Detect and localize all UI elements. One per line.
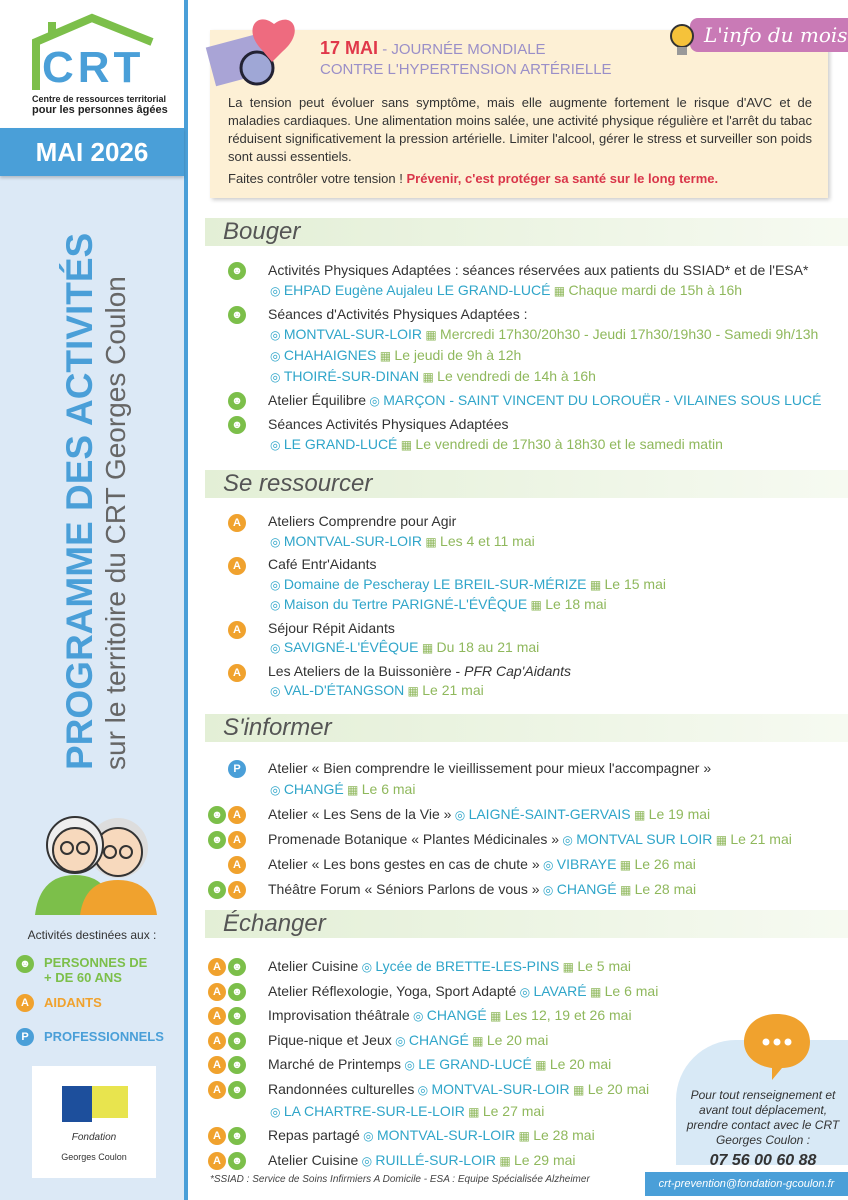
aidant-badge-icon: A — [228, 557, 246, 575]
activity-location: MONTVAL-SUR-LOIR — [283, 326, 423, 342]
calendar-icon: ▦ — [550, 284, 569, 298]
activity-date: Le 20 mai — [587, 1080, 650, 1097]
location-pin-icon: ◎ — [359, 1129, 377, 1144]
month-label: MAI 2026 — [0, 128, 184, 176]
calendar-icon: ▦ — [419, 370, 438, 384]
activity-title: Théâtre Forum « Séniors Parlons de vous » — [268, 881, 540, 897]
info-du-mois-tag: L'info du mois — [690, 18, 848, 52]
activity-date: Le 20 mai — [486, 1031, 549, 1048]
activity-location: Maison du Tertre PARIGNÉ-L'ÉVÊQUE — [283, 596, 528, 612]
location-pin-icon: ◎ — [391, 1033, 409, 1048]
logo-line2: pour les personnes âgées — [32, 104, 168, 116]
activity-title: Promenade Botanique « Plantes Médicinales » — [268, 831, 560, 847]
location-pin-icon: ◎ — [358, 960, 376, 974]
activity-item — [206, 662, 846, 702]
calendar-icon: ▦ — [376, 349, 395, 363]
aidant-badge-icon: A — [228, 856, 246, 874]
activity-title: Atelier Équilibre — [268, 392, 367, 408]
senior-badge-icon: ☻ — [228, 262, 246, 280]
activity-item — [206, 758, 846, 801]
info-title-line2: CONTRE L'HYPERTENSION ARTÉRIELLE — [320, 61, 612, 78]
activity-location: CHANGÉ — [556, 881, 617, 897]
activity-location: RUILLÉ-SUR-LOIR — [375, 1151, 496, 1168]
legend-label: PERSONNES DE — [44, 955, 148, 970]
calendar-icon: ▦ — [527, 598, 546, 612]
calendar-icon: ▦ — [616, 858, 635, 872]
calendar-icon: ▦ — [422, 534, 441, 549]
aidant-badge-icon: A — [228, 514, 246, 532]
calendar-icon: ▦ — [586, 577, 605, 592]
activity-location: THOIRÉ-SUR-DINAN — [283, 368, 420, 384]
senior-badge-icon: ☻ — [228, 958, 246, 976]
aidant-badge-icon: A — [228, 881, 246, 899]
activity-location: Lycée de BRETTE-LES-PINS — [375, 958, 560, 974]
activity-date: Le 26 mai — [634, 856, 696, 872]
activity-title: Séances Activités Physiques Adaptées — [268, 416, 509, 432]
legend-aidants — [16, 994, 102, 1012]
activity-date: Le 28 mai — [533, 1127, 595, 1144]
location-pin-icon: ◎ — [358, 1153, 376, 1168]
activity-location: LAIGNÉ-SAINT-GERVAIS — [468, 806, 631, 822]
aidant-badge-icon: A — [228, 806, 246, 824]
activity-date: Le 6 mai — [604, 982, 659, 999]
fondation-logo — [32, 1066, 156, 1178]
location-pin-icon: ◎ — [270, 370, 284, 384]
aidant-badge-icon: A — [208, 1152, 226, 1170]
activity-item — [206, 619, 846, 659]
activity-title: Atelier Réflexologie, Yoga, Sport Adapté — [268, 982, 517, 999]
calendar-icon: ▦ — [496, 1153, 515, 1168]
senior-badge-icon: ☻ — [228, 1032, 246, 1050]
activity-date: Le 15 mai — [604, 575, 666, 592]
person-icon: ☻ — [16, 955, 34, 973]
activity-item — [206, 304, 846, 387]
activity-title: Atelier « Bien comprendre le vieillissement pour mieux l'accompagner » — [268, 760, 712, 776]
crt-logo — [0, 0, 184, 128]
calendar-icon: ▦ — [404, 684, 423, 698]
location-pin-icon: ◎ — [516, 984, 534, 999]
activity-location: MONTVAL SUR LOIR — [576, 831, 713, 847]
legend-label: + DE 60 ANS — [44, 970, 122, 985]
professional-badge-icon: P — [228, 760, 246, 778]
logo-line1: Centre de ressources territorial — [32, 94, 167, 104]
location-pin-icon: ◎ — [270, 684, 284, 698]
location-pin-icon: ◎ — [270, 577, 284, 592]
calendar-icon: ▦ — [559, 960, 578, 974]
calendar-icon: ▦ — [630, 808, 649, 822]
activity-location: LE GRAND-LUCÉ — [418, 1056, 532, 1073]
info-cta-highlight: Prévenir, c'est protéger sa santé sur le long terme. — [406, 171, 719, 186]
senior-badge-icon: ☻ — [228, 1152, 246, 1170]
location-pin-icon: ◎ — [451, 808, 469, 822]
senior-badge-icon: ☻ — [228, 1081, 246, 1099]
calendar-icon: ▦ — [586, 984, 605, 999]
activity-date: Le 21 mai — [422, 682, 484, 698]
activity-location: LA CHARTRE-SUR-LE-LOIR — [283, 1102, 465, 1119]
location-pin-icon: ◎ — [539, 858, 557, 872]
aidant-badge-icon: A — [228, 831, 246, 849]
location-pin-icon: ◎ — [270, 349, 284, 363]
activity-item — [206, 981, 846, 1003]
legend-label: PROFESSIONNELS — [44, 1029, 164, 1044]
legend-professionnels — [16, 1028, 164, 1046]
activity-location: CHANGÉ — [283, 781, 344, 797]
calendar-icon: ▦ — [422, 328, 441, 342]
activity-title: Atelier « Les bons gestes en cas de chute » — [268, 856, 540, 872]
legend-title: Activités destinées aux : — [27, 928, 157, 942]
location-pin-icon: ◎ — [366, 394, 384, 408]
aidant-badge-icon: A — [208, 1056, 226, 1074]
aidant-badge-icon: A — [208, 1032, 226, 1050]
activity-item — [206, 879, 846, 901]
activity-date: Chaque mardi de 15h à 16h — [568, 282, 743, 298]
info-title — [320, 38, 612, 80]
activity-date: Le 19 mai — [648, 806, 711, 822]
info-cta: Faites contrôler votre tension ! — [228, 171, 407, 186]
activity-item — [206, 804, 846, 826]
section-header: S'informer — [205, 714, 848, 742]
location-pin-icon: ◎ — [270, 284, 284, 298]
info-body — [228, 94, 812, 192]
contact-phone[interactable]: 07 56 00 60 88 — [709, 1152, 817, 1169]
aidant-badge-icon: A — [208, 1081, 226, 1099]
activity-list — [206, 260, 846, 458]
calendar-icon: ▦ — [418, 641, 437, 655]
activity-date: Les 4 et 11 mai — [440, 532, 535, 549]
lightbulb-icon — [664, 14, 700, 64]
activity-item — [206, 512, 846, 552]
calendar-icon: ▦ — [468, 1033, 487, 1048]
activity-location: MONTVAL-SUR-LOIR — [376, 1127, 516, 1144]
activity-item — [206, 390, 846, 411]
activity-title: Activités Physiques Adaptées : séances réservées aux patients du SSIAD* et de l'ESA* — [268, 262, 809, 278]
location-pin-icon: ◎ — [270, 641, 284, 655]
heart-blood-pressure-icon — [202, 10, 312, 90]
aidant-badge-icon: A — [208, 958, 226, 976]
activity-date: Le 28 mai — [634, 881, 697, 897]
footnote: *SSIAD : Service de Soins Infirmiers A Domicile - ESA : Equipe Spécialisée Alzheimer — [210, 1174, 590, 1185]
sidebar — [0, 0, 188, 1200]
aidant-badge-icon: A — [208, 1007, 226, 1025]
activity-list — [206, 512, 846, 705]
program-subtitle: sur le territoire du CRT Georges Coulon — [100, 276, 131, 770]
activity-date: Le 5 mai — [577, 958, 632, 974]
activity-location: Domaine de Pescheray LE BREIL-SUR-MÉRIZE — [283, 575, 587, 592]
activity-title: Atelier Cuisine — [268, 958, 359, 974]
senior-badge-icon: ☻ — [208, 881, 226, 899]
logo-letters: CRT — [42, 43, 145, 92]
section-header: Bouger — [205, 218, 848, 246]
senior-badge-icon: ☻ — [228, 983, 246, 1001]
calendar-icon: ▦ — [531, 1058, 550, 1073]
professional-icon: P — [16, 1028, 34, 1046]
activity-date: Le 20 mai — [549, 1056, 612, 1073]
location-pin-icon: ◎ — [270, 1104, 284, 1119]
section-header: Échanger — [205, 910, 848, 938]
activity-item — [206, 414, 846, 455]
activity-title: Café Entr'Aidants — [268, 556, 377, 572]
activity-title: Repas partagé — [268, 1127, 360, 1144]
activity-title: Atelier « Les Sens de la Vie » — [268, 806, 452, 822]
section-header: Se ressourcer — [205, 470, 848, 498]
speech-bubble-icon — [742, 1012, 812, 1082]
activity-location: LE GRAND-LUCÉ — [283, 436, 398, 452]
aidant-badge-icon: A — [228, 621, 246, 639]
activity-title: Improvisation théâtrale — [268, 1007, 410, 1024]
calendar-icon: ▦ — [616, 883, 635, 897]
location-pin-icon: ◎ — [270, 534, 284, 549]
activity-date: Les 12, 19 et 26 mai — [504, 1007, 632, 1024]
activity-item — [206, 854, 846, 876]
activity-item — [206, 829, 846, 851]
calendar-icon: ▦ — [464, 1104, 483, 1119]
calendar-icon: ▦ — [515, 1129, 534, 1144]
activity-title: Pique-nique et Jeux — [268, 1031, 392, 1048]
info-box — [210, 30, 828, 198]
activity-location: EHPAD Eugène Aujaleu LE GRAND-LUCÉ — [283, 282, 551, 298]
fondation-line1: Fondation — [71, 1132, 117, 1143]
activity-date: Mercredi 17h30/20h30 - Jeudi 17h30/19h30 - Samedi 9h/13h — [440, 326, 819, 342]
info-title-line1: - JOURNÉE MONDIALE — [378, 41, 546, 58]
activity-date: Le 18 mai — [545, 596, 607, 612]
activity-title: Séjour Répit Aidants — [268, 619, 395, 636]
activity-title: PFR Cap'Aidants — [464, 662, 572, 679]
location-pin-icon: ◎ — [559, 833, 577, 847]
activity-title: Séances d'Activités Physiques Adaptées : — [268, 306, 528, 322]
activity-date: Le 29 mai — [514, 1151, 576, 1168]
fondation-line2: Georges Coulon — [61, 1152, 127, 1162]
location-pin-icon: ◎ — [414, 1082, 432, 1097]
location-pin-icon: ◎ — [270, 783, 284, 797]
aidant-badge-icon: A — [228, 664, 246, 682]
senior-badge-icon: ☻ — [228, 1127, 246, 1145]
legend-seniors — [16, 955, 147, 985]
activity-title: Randonnées culturelles — [268, 1080, 415, 1097]
activity-item — [206, 956, 846, 978]
activity-location: VIBRAYE — [556, 856, 617, 872]
activity-location: MARÇON - SAINT VINCENT DU LOROUËR - VILAINES SOUS LUCÉ — [383, 392, 822, 408]
activity-item — [206, 555, 846, 616]
senior-badge-icon: ☻ — [228, 1056, 246, 1074]
calendar-icon: ▦ — [397, 438, 416, 452]
calendar-icon: ▦ — [569, 1082, 588, 1097]
activity-date: Du 18 au 21 mai — [436, 639, 540, 655]
activity-location: MONTVAL-SUR-LOIR — [431, 1080, 570, 1097]
activity-location: SAVIGNÉ-L'ÉVÊQUE — [283, 639, 419, 655]
location-pin-icon: ◎ — [270, 598, 284, 612]
activity-title: Ateliers Comprendre pour Agir — [268, 513, 457, 529]
activity-location: CHAHAIGNES — [283, 347, 377, 363]
calendar-icon: ▦ — [486, 1009, 505, 1024]
location-pin-icon: ◎ — [270, 328, 284, 342]
senior-badge-icon: ☻ — [228, 1007, 246, 1025]
elderly-couple-illustration — [30, 800, 160, 915]
activity-date: Le vendredi de 14h à 16h — [437, 368, 596, 384]
activity-title: Marché de Printemps — [268, 1056, 402, 1073]
senior-badge-icon: ☻ — [228, 392, 246, 410]
location-pin-icon: ◎ — [401, 1058, 419, 1073]
program-title-main: PROGRAMME DES ACTIVITÉS — [59, 232, 100, 770]
contact-email[interactable]: crt-prevention@fondation-gcoulon.fr — [645, 1172, 848, 1196]
location-pin-icon: ◎ — [270, 438, 284, 452]
activity-date: Le jeudi de 9h à 12h — [394, 347, 522, 363]
calendar-icon: ▦ — [712, 833, 731, 847]
activity-item — [206, 260, 846, 301]
program-title — [60, 233, 132, 770]
activity-date: Le vendredi de 17h30 à 18h30 et le samedi matin — [415, 436, 723, 452]
senior-badge-icon: ☻ — [208, 806, 226, 824]
activity-date: Le 21 mai — [730, 831, 792, 847]
activity-location: CHANGÉ — [426, 1007, 487, 1024]
activity-date: Le 27 mai — [482, 1102, 545, 1119]
contact-text: Pour tout renseignement et avant tout déplacement, prendre contact avec le CRT Georges Coulon : — [686, 1088, 840, 1147]
activity-title: Les Ateliers de la Buissonière - — [268, 662, 465, 679]
activity-location: LAVARÉ — [533, 982, 587, 999]
activity-date: Le 6 mai — [361, 781, 416, 797]
activity-list — [206, 758, 846, 904]
aidant-icon: A — [16, 994, 34, 1012]
info-date: 17 MAI — [320, 38, 379, 58]
info-paragraph: La tension peut évoluer sans symptôme, mais elle augmente fortement le risque d'AVC et de maladies cardiaques. Une alimentation moins salée, une activité physique régulière et l'arrêt du tabac réduisent significativement la pression artérielle. Limiter l'alcool, gérer le stress et surveiller son poids sont aussi essentiels. — [228, 95, 812, 164]
aidant-badge-icon: A — [208, 983, 226, 1001]
location-pin-icon: ◎ — [409, 1009, 427, 1024]
senior-badge-icon: ☻ — [228, 306, 246, 324]
calendar-icon: ▦ — [343, 783, 362, 797]
activity-location: VAL-D'ÉTANGSON — [283, 682, 405, 698]
location-pin-icon: ◎ — [539, 883, 557, 897]
activity-location: CHANGÉ — [408, 1031, 469, 1048]
legend-label: AIDANTS — [44, 995, 102, 1010]
aidant-badge-icon: A — [208, 1127, 226, 1145]
senior-badge-icon: ☻ — [208, 831, 226, 849]
activity-title: Atelier Cuisine — [268, 1151, 359, 1168]
senior-badge-icon: ☻ — [228, 416, 246, 434]
activity-location: MONTVAL-SUR-LOIR — [283, 532, 423, 549]
